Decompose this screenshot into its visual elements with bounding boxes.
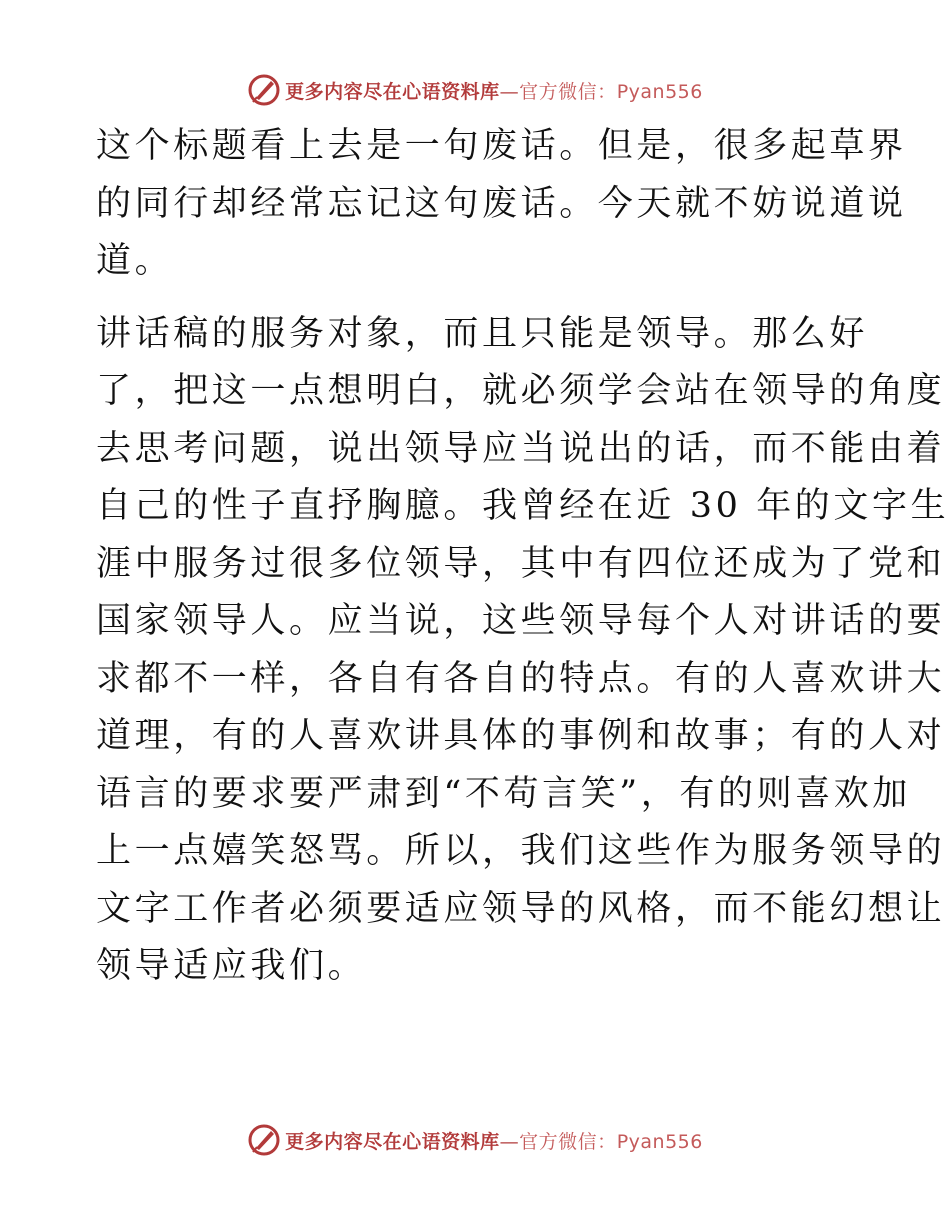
watermark-dash: —: [499, 1130, 520, 1153]
text-line: 语言的要求要严肃到“不苟言笑”，有的则喜欢加: [96, 773, 911, 814]
watermark-main: 更多内容尽在心语资料库: [285, 80, 500, 103]
watermark-text: [285, 77, 703, 104]
text-line: 的同行却经常忘记这句废话。今天就不妨说道说: [96, 183, 907, 224]
text-line: 去思考问题，说出领导应当说出的话，而不能由着: [96, 428, 946, 469]
watermark-official: 官方微信：: [519, 1130, 617, 1153]
watermark-main: 更多内容尽在心语资料库: [285, 1130, 500, 1153]
text-line: 这个标题看上去是一句废话。但是，很多起草界: [96, 126, 907, 166]
text-line: 道理，有的人喜欢讲具体的事例和故事；有的人对: [96, 716, 946, 756]
footer-watermark: [0, 1120, 950, 1160]
watermark-wechat-id: Pyan556: [616, 1130, 703, 1153]
text-line: 道。: [96, 241, 174, 281]
text-line: 讲话稿的服务对象，而且只能是领导。那么好: [96, 313, 869, 354]
text-line: 上一点嬉笑怒骂。所以，我们这些作为服务领导的: [96, 831, 946, 871]
header-watermark: [0, 70, 950, 110]
text-line: 涯中服务过很多位领导，其中有四位还成为了党和: [96, 543, 946, 584]
document-body: [96, 118, 950, 996]
watermark-official: 官方微信：: [519, 80, 617, 103]
text-line: 文字工作者必须要适应领导的风格，而不能幻想让: [96, 888, 946, 929]
watermark-dash: —: [499, 80, 520, 103]
text-line: 国家领导人。应当说，这些领导每个人对讲话的要: [96, 601, 946, 641]
quill-logo-icon: [247, 1123, 281, 1157]
paragraph-2: [96, 306, 950, 996]
watermark-text: [285, 1127, 703, 1154]
text-line: 自己的性子直抒胸臆。我曾经在近 30 年的文字生: [96, 486, 950, 526]
quill-logo-icon: [247, 73, 281, 107]
paragraph-1: [96, 118, 907, 291]
text-line: 了，把这一点想明白，就必须学会站在领导的角度: [96, 371, 946, 411]
text-line: 领导适应我们。: [96, 946, 367, 986]
watermark-wechat-id: Pyan556: [616, 80, 703, 103]
text-line: 求都不一样，各自有各自的特点。有的人喜欢讲大: [96, 658, 946, 699]
